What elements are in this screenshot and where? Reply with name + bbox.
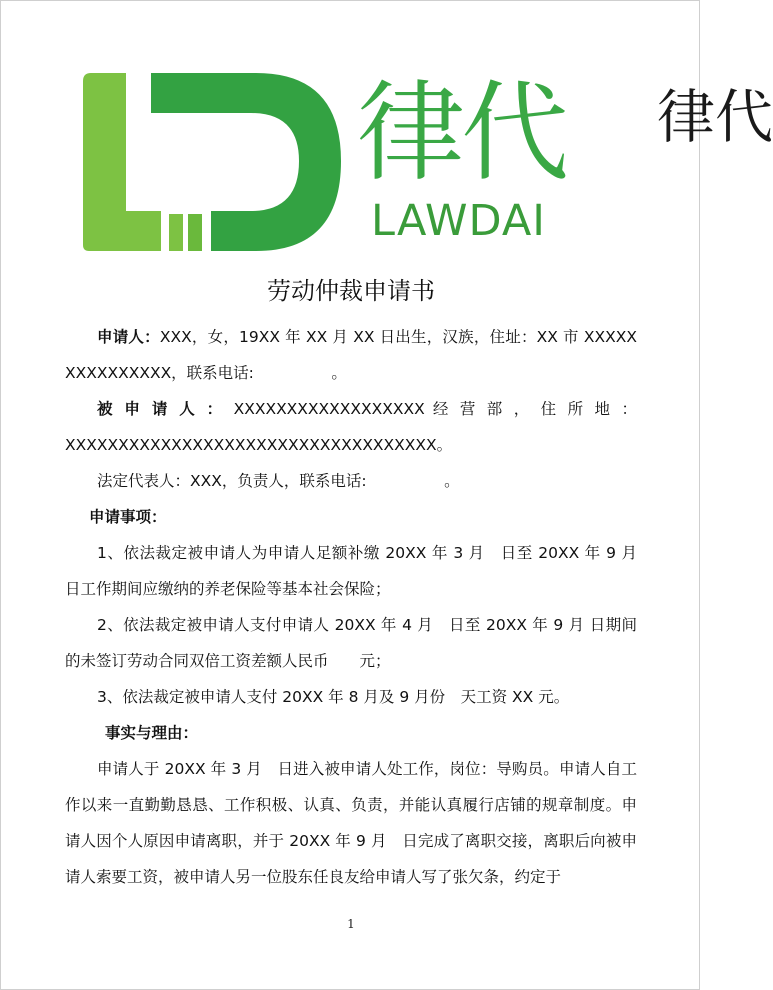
claim-item: 1、依法裁定被申请人为申请人足额补缴 20XX 年 3 月 日至 20XX 年 9 月 日工作期间应缴纳的养老保险等基本社会保险； (65, 544, 653, 598)
logo-chinese-text: 律代 (357, 71, 566, 196)
page-number: 1 (347, 917, 355, 931)
document-body (65, 273, 653, 895)
applicant-paragraph (65, 319, 637, 391)
facts-paragraph: 申请人于 20XX 年 3 月 日进入被申请人处工作，岗位：导购员。申请人自工作以来一直勤勤恳恳、工作积极、认真、负责，并能认真履行店铺的规章制度。申请人因个人原因申请离职，并于 20XX 年 9 月 日完成了离职交接，离职后向被申请人索要工资，被申请人另一位股东任良友给申请人写了张欠条，约定于 (65, 760, 637, 886)
applicant-text: XXX，女，19XX 年 XX 月 XX 日出生，汉族，住址：XX 市 XXXXXXXXXXXXXXX，联系电话: 。 (65, 328, 637, 382)
respondent-label: 被 申 请 人 ： (97, 400, 226, 418)
claim-item: 3、依法裁定被申请人支付 20XX 年 8 月及 9 月份 天工资 XX 元。 (97, 688, 570, 706)
respondent-line1: XXXXXXXXXXXXXXXXXX 经 营 部 ， 住 所 地 ： (225, 400, 637, 418)
legal-representative: 法定代表人：XXX，负责人，联系电话: 。 (97, 472, 460, 490)
logo-edge-text: 律代 (657, 83, 773, 151)
logo-latin-text: LAWDAI (371, 196, 546, 246)
claims-heading: 申请事项： (89, 508, 167, 526)
respondent-line2: XXXXXXXXXXXXXXXXXXXXXXXXXXXXXXXXXXX。 (65, 436, 453, 454)
claim-item: 2、依法裁定被申请人支付申请人 20XX 年 4 月 日至 20XX 年 9 月 日期间的未签订劳动合同双倍工资差额人民币 元； (65, 616, 637, 670)
applicant-label: 申请人： (97, 328, 160, 346)
facts-heading: 事实与理由： (105, 724, 199, 742)
lawdai-logo (1, 1, 773, 256)
document-title: 劳动仲裁申请书 (267, 277, 435, 305)
respondent-paragraph (65, 391, 637, 427)
